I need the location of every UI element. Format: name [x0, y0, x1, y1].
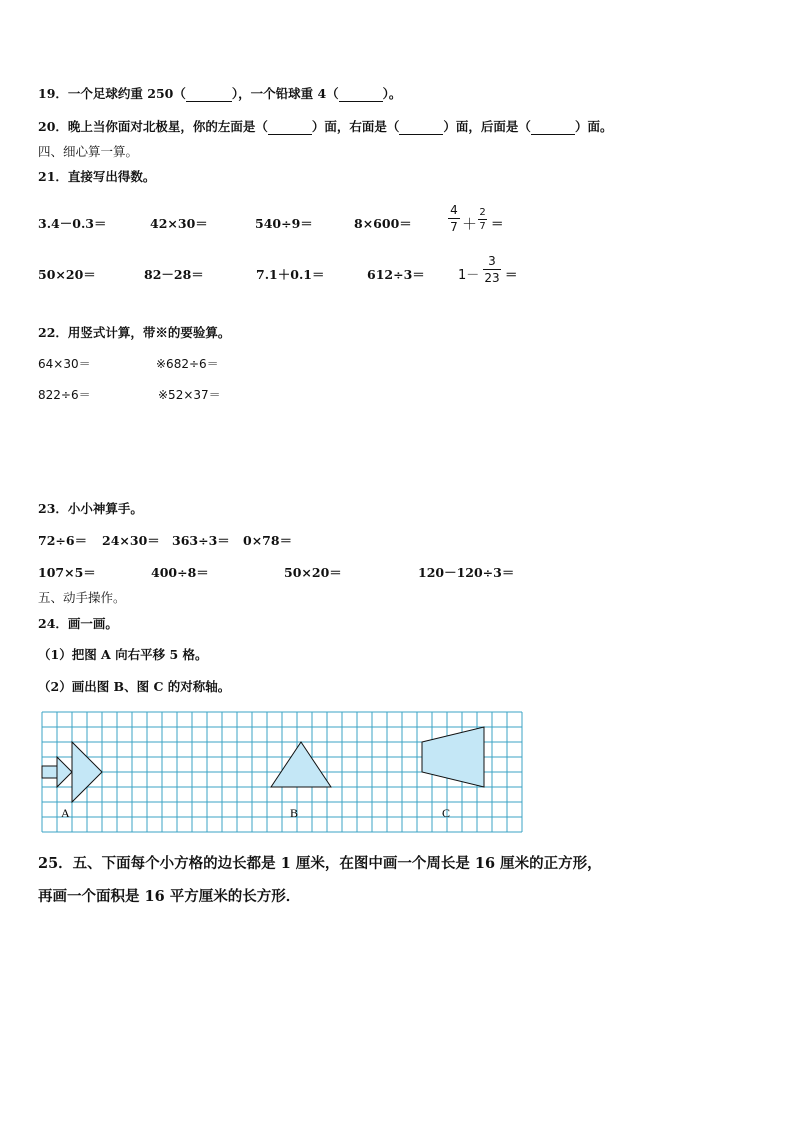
calc-item: 50×20＝ [284, 565, 342, 580]
plus-sign: ＋ [462, 215, 478, 233]
calc-item: ※52×37＝ [158, 388, 221, 402]
label-b: B [290, 806, 299, 820]
calc-item: 107×5＝ [38, 565, 96, 580]
equals-sign: ＝ [505, 267, 518, 282]
question-24-title: 24．画一画。 [38, 616, 118, 631]
section-heading-5: 五、动手操作。 [38, 590, 126, 605]
calc-item: 72÷6＝ [38, 533, 88, 548]
equals-sign: ＝ [491, 216, 504, 231]
calc-item: 82－28＝ [144, 267, 204, 282]
fraction: 3 23 [484, 254, 500, 285]
label-a: A [61, 806, 70, 820]
label-c: C [442, 806, 451, 820]
calc-lead: 1－ [458, 268, 480, 283]
calc-item: 612÷3＝ [367, 267, 425, 282]
shape-b-triangle [271, 742, 331, 787]
question-19: 19．一个足球约重 250（ ），一个铅球重 4（ ）。 [38, 86, 402, 101]
question-23-title: 23．小小神算手。 [38, 501, 143, 516]
shape-a-stem [42, 766, 57, 778]
shape-a [42, 742, 102, 802]
question-24-sub2: （2）画出图 B、图 C 的对称轴。 [38, 679, 231, 694]
question-24-sub1: （1）把图 A 向右平移 5 格。 [38, 647, 208, 662]
calc-item: 42×30＝ [150, 216, 208, 231]
question-20: 20．晚上当你面对北极星，你的左面是（ ）面，右面是（ ）面，后面是（ ）面。 [38, 119, 613, 134]
shape-c-trapezoid [422, 727, 484, 787]
calc-item: 64×30＝ [38, 357, 91, 371]
calc-item: 120－120÷3＝ [418, 565, 515, 580]
calc-item: 8×600＝ [354, 216, 412, 231]
fraction: 4 7 [448, 203, 460, 234]
calc-item: 0×78＝ [243, 533, 293, 548]
calc-item: 822÷6＝ [38, 388, 91, 402]
calc-item: 363÷3＝ [172, 533, 230, 548]
question-22-title: 22．用竖式计算，带※的要验算。 [38, 325, 231, 340]
fraction: 2 7 [479, 207, 486, 232]
question-21-title: 21．直接写出得数。 [38, 169, 156, 184]
calc-item: ※682÷6＝ [156, 357, 219, 371]
calc-item: 7.1＋0.1＝ [256, 267, 325, 282]
calc-item: 540÷9＝ [255, 216, 313, 231]
shape-a-small-arrow [57, 757, 72, 787]
calc-item: 50×20＝ [38, 267, 96, 282]
calc-item: 400÷8＝ [151, 565, 209, 580]
calc-item: 24×30＝ [102, 533, 160, 548]
calc-item: 3.4－0.3＝ [38, 216, 107, 231]
question-25-line1: 25．五、下面每个小方格的边长都是 1 厘米，在图中画一个周长是 16 厘米的正方形， [38, 855, 602, 872]
section-heading-4: 四、细心算一算。 [38, 144, 139, 159]
question-25-line2: 再画一个面积是 16 平方厘米的长方形． [38, 888, 301, 905]
